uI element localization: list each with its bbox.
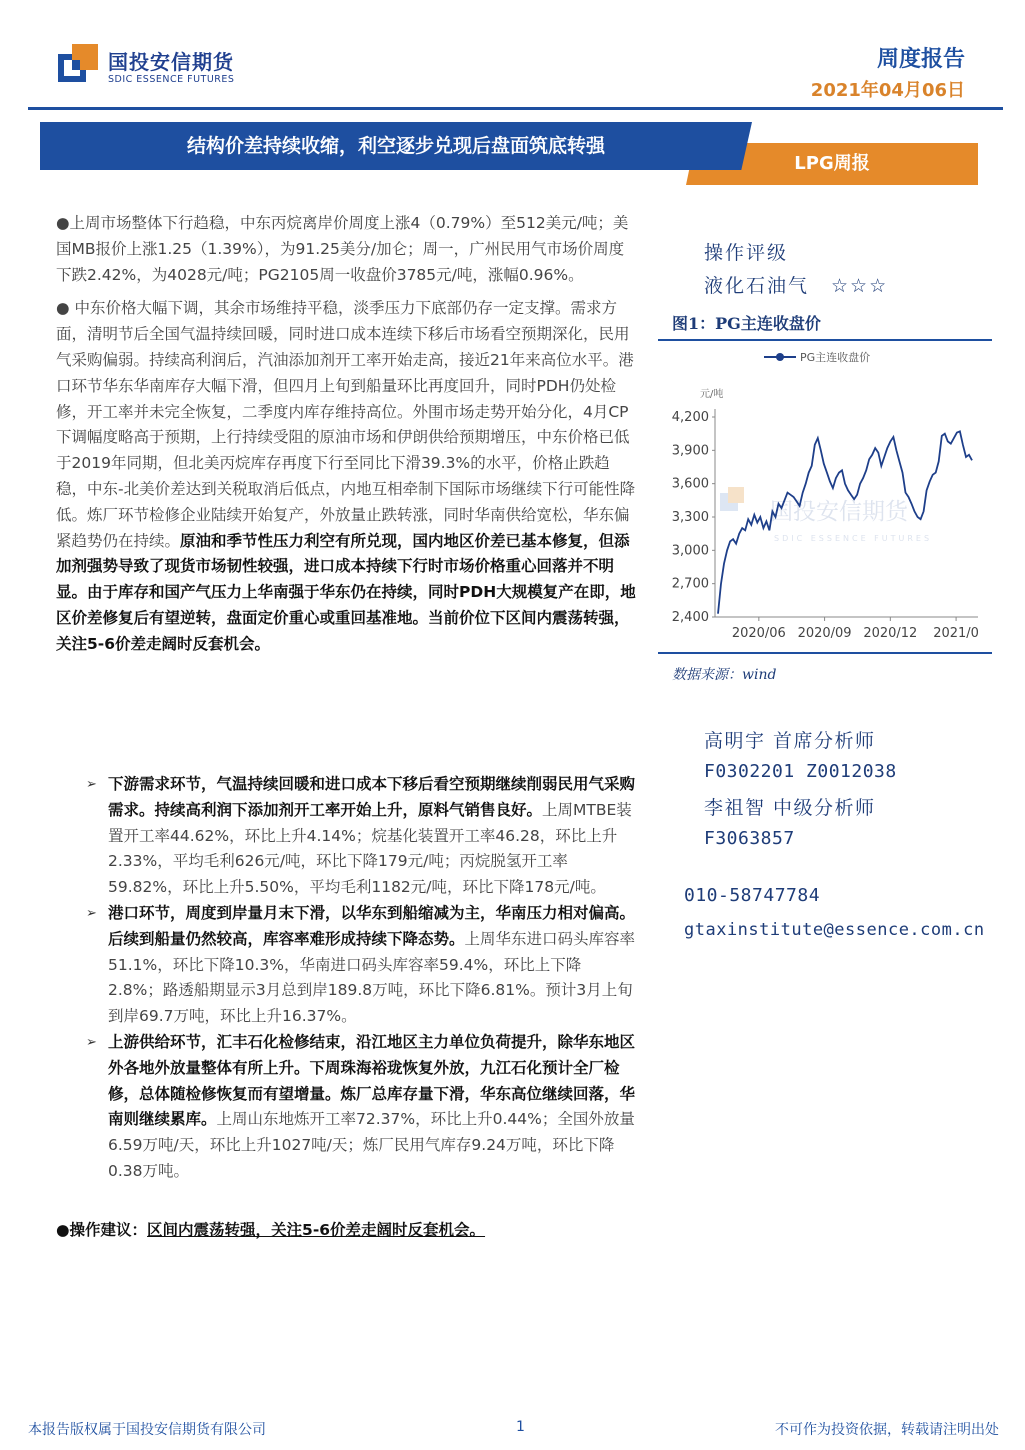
bullet-port-bold: 港口环节，周度到岸量月末下滑，以华东到船缩减为主，华南压力相对偏高。后续到船量仍然较高，库容率难形成持续下降态势。 xyxy=(108,903,636,948)
y-tick-label: 3,600 xyxy=(671,476,709,492)
bullet-demand xyxy=(86,772,636,901)
y-tick-label: 3,300 xyxy=(671,510,709,525)
y-axis-label: 元/吨 xyxy=(700,389,724,400)
arrow-icon: ➢ xyxy=(86,905,97,921)
report-tag: LPG周报 xyxy=(794,153,870,174)
bullet-demand-bold: 下游需求环节，气温持续回暖和进口成本下移后看空预期继续削弱民用气采购需求。持续高利润下添加剂开工率开始上升，原料气销售良好。 xyxy=(108,775,636,819)
bullet-port xyxy=(86,901,636,1030)
header-divider xyxy=(28,107,1003,110)
operation-advice xyxy=(56,1218,485,1244)
advice-label: ●操作建议： xyxy=(56,1221,148,1239)
report-date: 2021年04月06日 xyxy=(810,80,965,101)
data-source: 数据来源：wind xyxy=(672,667,777,683)
summary-section xyxy=(56,211,636,666)
y-tick-label: 3,000 xyxy=(671,543,709,559)
rating-line xyxy=(704,271,888,298)
arrow-icon: ➢ xyxy=(86,1034,97,1050)
bullet-supply-text: 上周山东地炼开工率72.37%，环比上升0.44%；全国外放量6.59万吨/天，环比上升1027吨/天；炼厂民用气库存9.24万吨，环比下降0.38万吨。 xyxy=(108,1110,635,1180)
footer-copyright: 本报告版权属于国投安信期货有限公司 xyxy=(28,1422,266,1438)
legend-marker xyxy=(776,353,784,361)
logo-cn-text: 国投安信期货 xyxy=(108,50,234,74)
figure-bottom-rule xyxy=(658,652,992,654)
analysis-text: ● 中东价格大幅下调，其余市场维持平稳，淡季压力下底部仍存一定支撑。需求方面，清明节后全国气温持续回暖，同时进口成本连续下移后市场看空预期深化，民用气采购偏弱。持续高利润后，汽油添加剂开工率开始走高，接近21年来高位水平。港口环节华东华南库存大幅下滑，但四月上旬到船量环比再度回升，同时PDH仍处检修，开工率并未完全恢复，二季度内库存维持高位。外围市场走势开始分化，4月CP下调幅度略高于预期，上行持续受阻的原油市场和伊朗供给预期增压，中东价格已低于2019年同期，但北美丙烷库存再度下行至同比下滑39.3%的水平，价格止跌趋稳，中东-北美价差达到关税取消后低点，内地互相牵制下国际市场继续下行可能性降低。炼厂环节检修企业陆续开始复产，外放量止跌转涨，同时华南供给宽松，华东偏紧趋势仍在持续。 xyxy=(56,299,636,550)
contact-email[interactable]: gtaxinstitute@essence.com.cn xyxy=(684,920,985,940)
y-tick-label: 2,700 xyxy=(671,576,709,592)
watermark-en: SDIC ESSENCE FUTURES xyxy=(774,534,933,543)
x-ticks xyxy=(732,617,979,641)
x-tick-label: 2020/09 xyxy=(797,626,852,641)
y-tick-label: 2,400 xyxy=(671,610,709,625)
figure-title: 图1：PG主连收盘价 xyxy=(672,314,821,333)
chart-legend xyxy=(764,350,870,364)
analysis-conclusion: 原油和季节性压力利空有所兑现，国内地区价差已基本修复，但添加剂强势导致了现货市场韧性较强，进口成本持续下行时市场价格重心回落并不明显。由于库存和国产气压力上华南强于华东仍在持续，同时PDH大规模复产在即，地区价差修复后有望逆转，盘面定价重心或重回基准地。当前价位下区间内震荡转强，关注5-6价差走阔时反套机会。 xyxy=(56,531,636,653)
y-ticks xyxy=(672,410,715,625)
bullet-demand-text: 上周MTBE装置开工率44.62%，环比上升4.14%；烷基化装置开工率46.28，环比上升2.33%，平均毛利626元/吨，环比下降179元/吨；丙烷脱氢开工率59.82%，环比上升5.50%，平均毛利1182元/吨，环比下降178元/吨。 xyxy=(108,800,632,897)
price-chart xyxy=(658,341,992,653)
analyst-2: 李祖智 中级分析师 xyxy=(704,797,876,819)
bullet-supply xyxy=(86,1030,636,1185)
page-number: 1 xyxy=(516,1419,525,1435)
y-tick-label: 4,200 xyxy=(671,410,709,425)
legend-label: PG主连收盘价 xyxy=(800,351,871,364)
detail-bullets xyxy=(86,772,636,1185)
watermark-cn: 国投安信期货 xyxy=(770,499,908,525)
x-tick-label: 2020/12 xyxy=(863,626,918,641)
analyst-2-id: F3063857 xyxy=(704,828,795,849)
logo-mark-icon xyxy=(58,44,98,84)
rating-title: 操作评级 xyxy=(704,242,789,264)
analyst-1: 高明宇 首席分析师 xyxy=(704,730,876,752)
chart-watermark xyxy=(720,487,932,543)
rating-product: 液化石油气 xyxy=(704,275,810,297)
x-tick-label: 2020/06 xyxy=(731,626,786,641)
rating-stars: ☆☆☆ xyxy=(831,275,889,297)
arrow-icon: ➢ xyxy=(86,777,97,792)
contact-phone: 010-58747784 xyxy=(684,885,821,906)
bullet-supply-bold: 上游供给环节，汇丰石化检修结束，沿江地区主力单位负荷提升，除华东地区外各地外放量整体有所上升。下周珠海裕珑恢复外放，九江石化预计全厂检修，总体随检修恢复而有望增量。炼厂总库存量下滑，华东高位继续回落，华南则继续累库。 xyxy=(108,1032,636,1129)
x-tick-label: 2021/0 xyxy=(933,626,979,641)
analyst-1-id: F0302201 Z0012038 xyxy=(704,761,897,782)
summary-paragraph-2 xyxy=(56,296,636,657)
report-title: 结构价差持续收缩，利空逐步兑现后盘面筑底转强 xyxy=(186,135,605,157)
footer-disclaimer: 不可作为投资依据，转载请注明出处 xyxy=(775,1422,999,1438)
report-type: 周度报告 xyxy=(876,47,965,72)
bullet-port-text: 上周华东进口码头库容率51.1%，环比下降10.3%，华南进口码头库容率59.4%，环比上下降2.8%；路透船期显示3月总到岸189.8万吨，环比下降6.81%。预计3月上旬到岸69.7万吨，环比上升16.37%。 xyxy=(108,929,636,1026)
y-tick-label: 3,900 xyxy=(671,443,709,459)
summary-paragraph-1: ●上周市场整体下行趋稳，中东丙烷离岸价周度上涨4（0.79%）至512美元/吨；美国MB报价上涨1.25（1.39%），为91.25美分/加仑；周一，广州民用气市场价周度下跌2.42%，为4028元/吨；PG2105周一收盘价3785元/吨，涨幅0.96%。 xyxy=(56,214,629,284)
logo-en-text: SDIC ESSENCE FUTURES xyxy=(108,74,235,85)
advice-text: 区间内震荡转强，关注5-6价差走阔时反套机会。 xyxy=(147,1221,486,1239)
